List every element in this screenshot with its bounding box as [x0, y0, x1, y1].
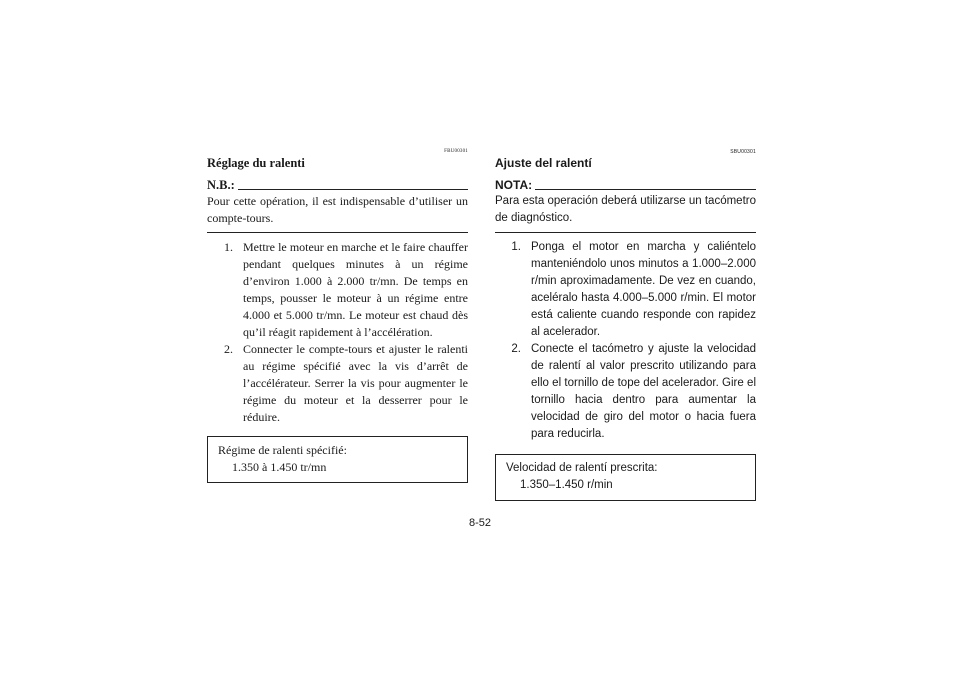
note-heading [495, 178, 756, 192]
step-item [207, 341, 468, 426]
section-title: Ajuste del ralentí [495, 156, 592, 170]
note-heading [207, 178, 468, 192]
step-number: 1. [224, 240, 233, 254]
step-number: 2. [224, 342, 233, 356]
step-item [495, 341, 756, 443]
steps-list [207, 239, 468, 426]
section-title: Réglage du ralenti [207, 156, 305, 170]
spec-box [207, 436, 468, 483]
page-number: 8-52 [468, 517, 492, 529]
steps-list [495, 239, 756, 443]
step-item [495, 239, 756, 341]
note-text: Pour cette opération, il est indispensable d’utiliser un compte-tours. [207, 193, 468, 233]
spec-box [495, 454, 756, 501]
step-text: Connecter le compte-tours et ajuster le ralenti au régime spécifié avec la vis d’arrêt de l’accélérateur. Serrer la vis pour augmenter le régime du moteur et la desserrer pour le réduire. [243, 342, 468, 424]
step-number: 2. [511, 343, 521, 355]
note-label: NOTA: [495, 178, 533, 192]
step-item [207, 239, 468, 341]
spanish-column [495, 148, 756, 501]
spec-value: 1.350–1.450 r/min [520, 479, 613, 491]
spec-value: 1.350 à 1.450 tr/mn [232, 460, 327, 474]
step-text: Ponga el motor en marcha y caliéntelo manteniéndolo unos minutos a 1.000–2.000 r/min aproximadamente. De vez en cuando, aceléralo hasta 4.000–5.000 r/min. El motor está caliente cuando responde con rapidez al acelerador. [531, 241, 756, 338]
note-text: Para esta operación deberá utilizarse un tacómetro de diagnóstico. [495, 193, 756, 233]
french-column [207, 148, 468, 483]
note-label: N.B.: [207, 178, 235, 192]
section-code: SBU00301 [730, 149, 756, 155]
step-number: 1. [511, 241, 521, 253]
step-text: Mettre le moteur en marche et le faire chauffer pendant quelques minutes à un régime d’environ 1.000 à 2.000 tr/mn. De temps en temps, pousser le moteur à un régime entre 4.000 et 5.000 tr/mn. Le moteur est chaud dès qu’il réagit rapidement à l’accélération. [243, 240, 468, 339]
spec-label: Régime de ralenti spécifié: [218, 443, 347, 457]
spec-label: Velocidad de ralentí prescrita: [506, 462, 658, 474]
note-rule [535, 189, 756, 190]
step-text: Conecte el tacómetro y ajuste la velocidad de ralentí al valor prescrito utilizando para ello el tornillo de tope del acelerador. Gire el tornillo hacia dentro para aumentar la velocidad de giro del motor o hacia fuera para reducirla. [531, 343, 756, 440]
note-rule [238, 189, 468, 190]
section-code: FBU00301 [444, 149, 468, 154]
